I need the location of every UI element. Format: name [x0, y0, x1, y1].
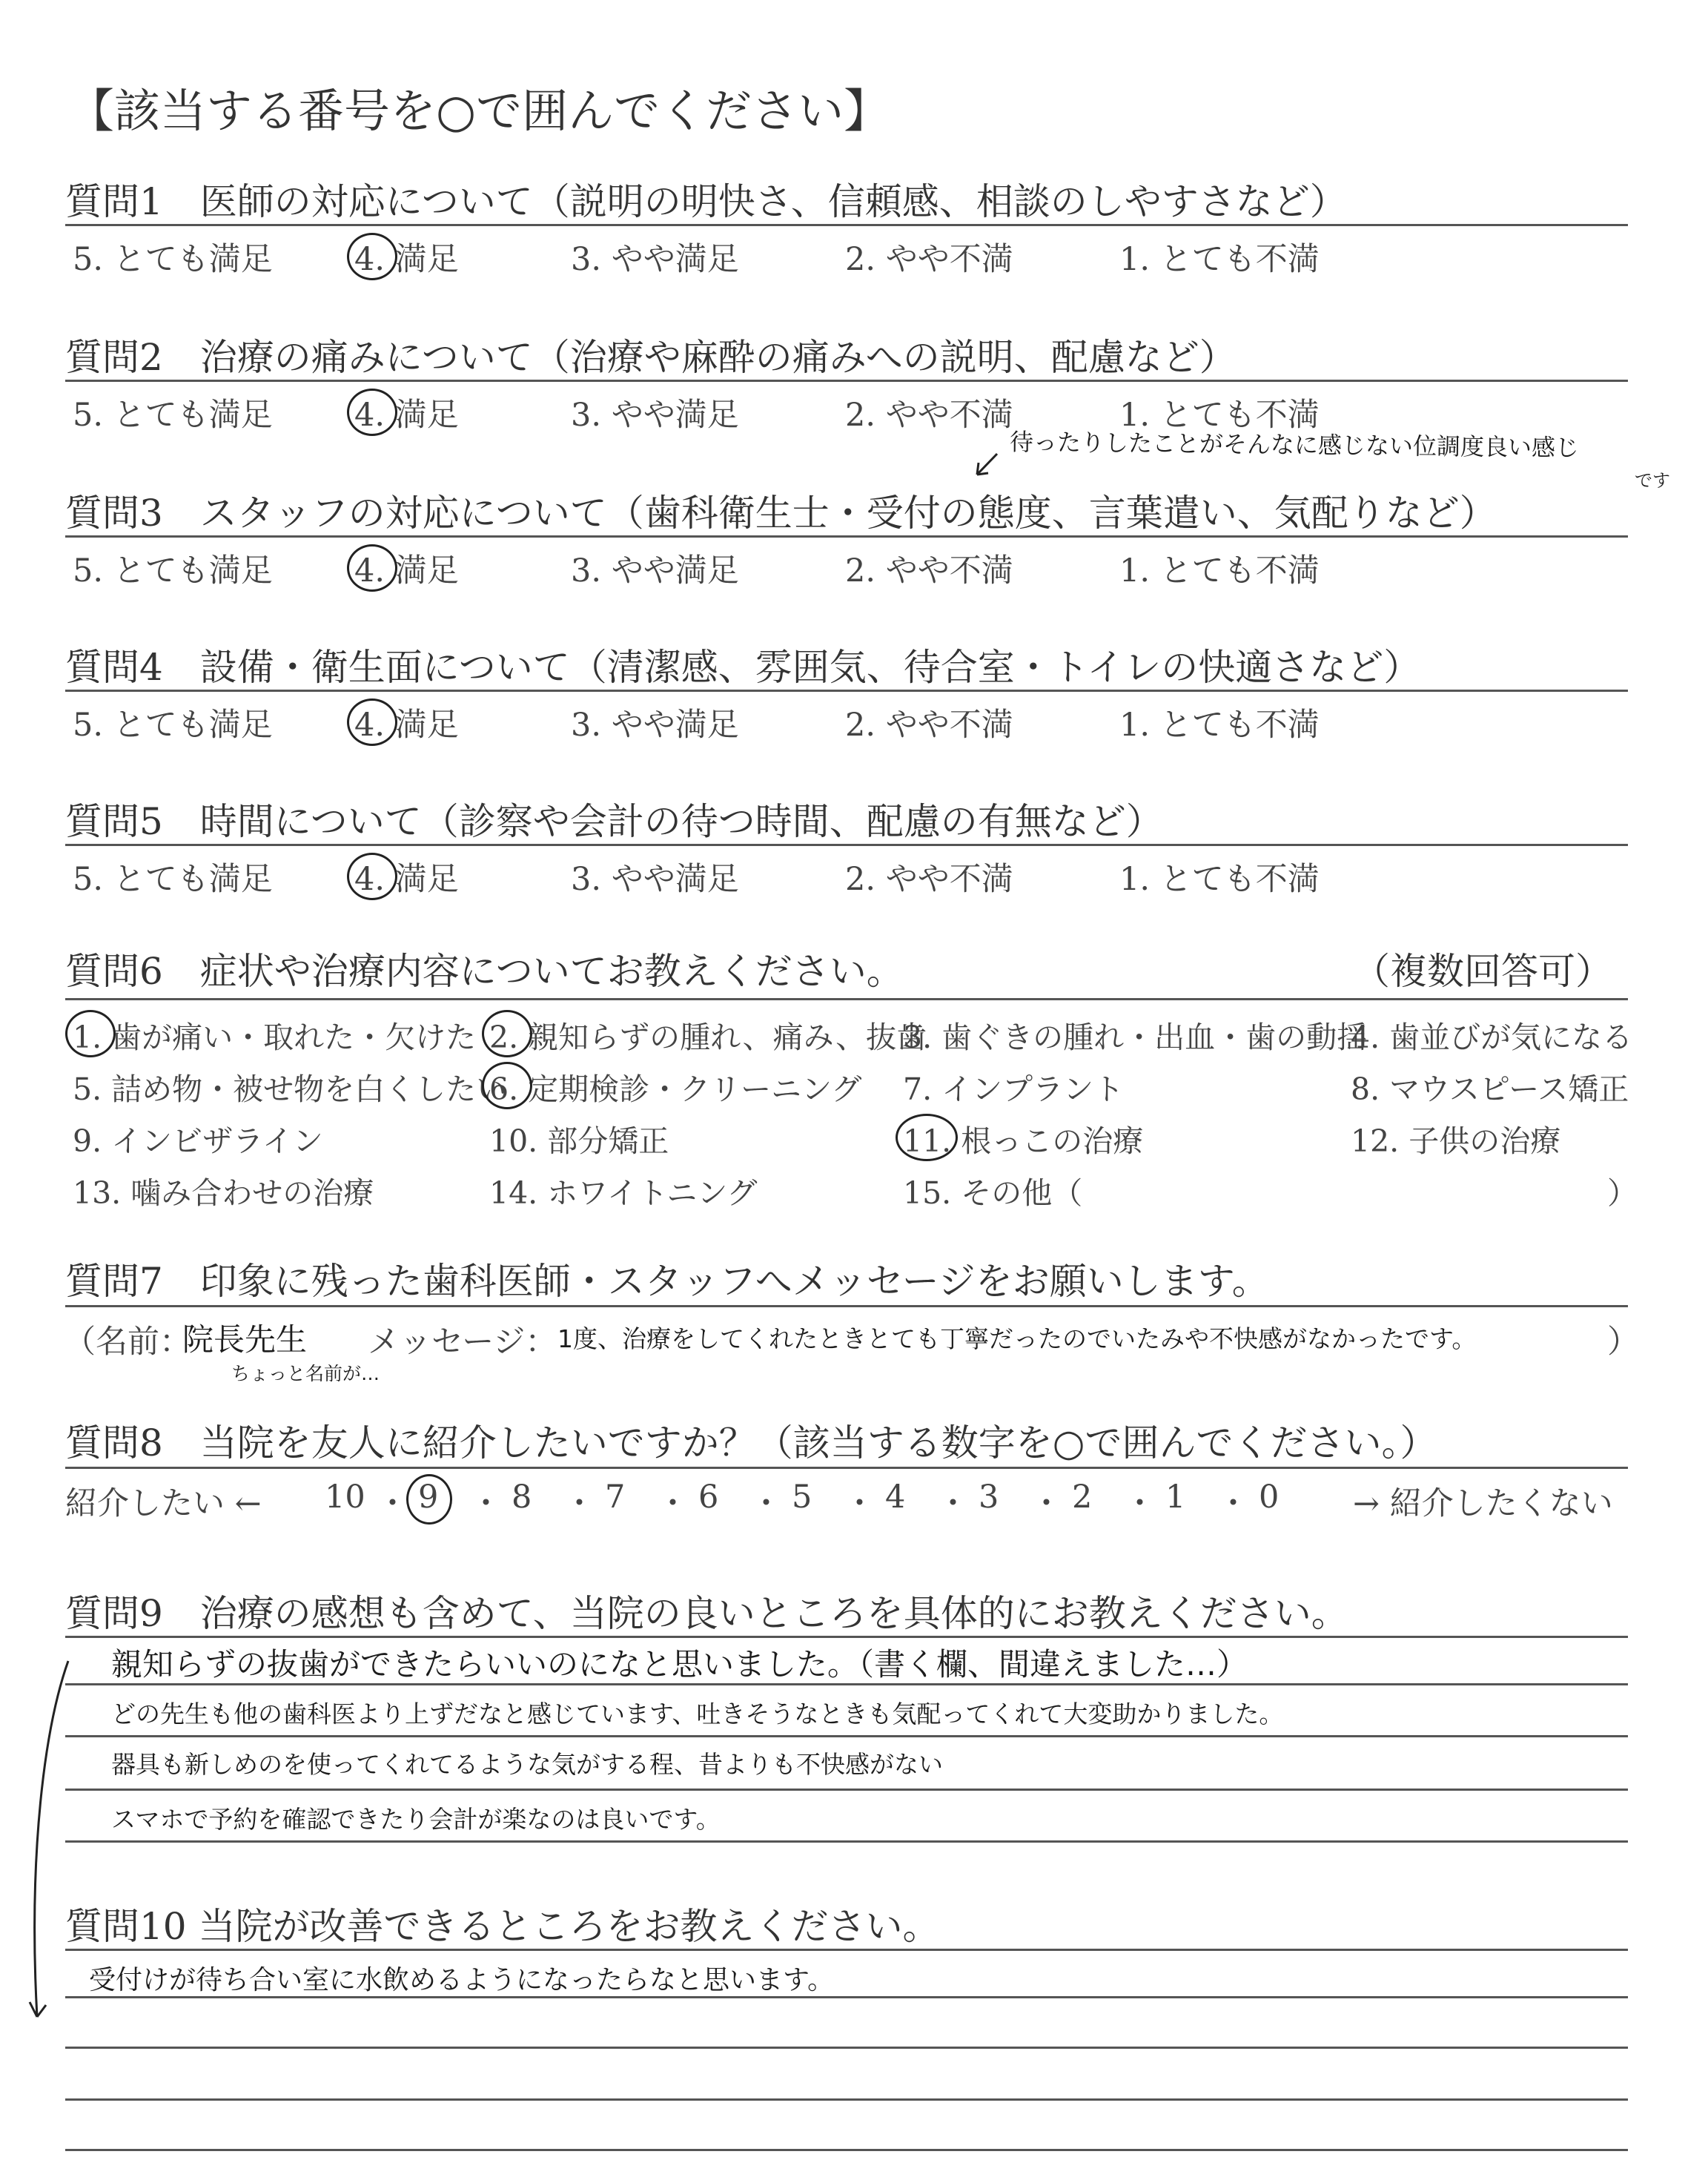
question-4-option-1[interactable]: 1. とても不満 [1119, 707, 1320, 744]
q6-option-3[interactable]: 3. 歯ぐきの腫れ・出血・歯の動揺 [903, 1020, 1368, 1055]
question-1-title: 質問1 医師の対応について（説明の明快さ、信頼感、相談のしやすさなど） [65, 180, 1347, 223]
q8-scale-5[interactable]: 5 [792, 1479, 812, 1516]
q6-title: 質問6 症状や治療内容についてお教えください。 [65, 950, 904, 993]
question-5-option-1[interactable]: 1. とても不満 [1119, 861, 1320, 898]
q6-option-4[interactable]: 4. 歯並びが気になる [1351, 1020, 1633, 1055]
question-4-title: 質問4 設備・衛生面について（清潔感、雰囲気、待合室・トイレの快適さなど） [65, 646, 1421, 689]
q8-scale-separator: ・ [563, 1485, 595, 1522]
q9-answer-line-3[interactable]: 器具も新しめのを使ってくれてるような気がする程、昔よりも不快感がない [111, 1750, 943, 1779]
q8-scale-separator: ・ [937, 1485, 969, 1522]
q8-left-label: 紹介したい ← [65, 1485, 262, 1522]
question-1-option-3[interactable]: 3. やや満足 [571, 241, 739, 278]
q8-scale-separator: ・ [844, 1485, 875, 1522]
question-5-title: 質問5 時間について（診察や会計の待つ時間、配慮の有無など） [65, 800, 1163, 843]
q8-scale-3[interactable]: 3 [979, 1479, 999, 1516]
q6-option-2[interactable]: 2. 親知らずの腫れ、痛み、抜歯 [489, 1020, 927, 1055]
q3-handwritten-note-cont: です [1635, 470, 1670, 491]
q7-name-note: ちょっと名前が… [231, 1363, 380, 1384]
question-2-title: 質問2 治療の痛みについて（治療や麻酔の痛みへの説明、配慮など） [65, 336, 1237, 379]
q6-option-1[interactable]: 1. 歯が痛い・取れた・欠けた [73, 1020, 477, 1055]
q6-option-12[interactable]: 12. 子供の治療 [1351, 1123, 1561, 1159]
question-5-option-5[interactable]: 5. とても満足 [73, 861, 273, 898]
q8-scale-9[interactable]: 9 [418, 1479, 439, 1516]
question-4-option-4[interactable]: 4. 満足 [354, 707, 459, 744]
q7-message-value[interactable]: 1度、治療をしてくれたときとても丁寧だったのでいたみや不快感がなかったです。 [557, 1324, 1477, 1353]
question-4-option-3[interactable]: 3. やや満足 [571, 707, 739, 744]
q8-scale-separator: ・ [657, 1485, 689, 1522]
q8-title: 質問8 当院を友人に紹介したいですか？（該当する数字を○で囲んでください。） [65, 1421, 1437, 1464]
question-4-option-5[interactable]: 5. とても満足 [73, 707, 273, 744]
question-5-option-2[interactable]: 2. やや不満 [845, 861, 1013, 898]
q8-scale-10[interactable]: 10 [325, 1479, 365, 1516]
question-1-option-2[interactable]: 2. やや不満 [845, 241, 1013, 278]
q7-message-label: メッセージ： [368, 1324, 557, 1361]
q6-option-5[interactable]: 5. 詰め物・被せ物を白くしたい [73, 1071, 507, 1107]
q7-name-label: （名前： [64, 1324, 191, 1361]
q8-scale-1[interactable]: 1 [1165, 1479, 1186, 1516]
q6-option-8[interactable]: 8. マウスピース矯正 [1351, 1071, 1629, 1107]
q10-title: 質問10 当院が改善できるところをお教えください。 [65, 1905, 940, 1948]
question-3-option-4[interactable]: 4. 満足 [354, 552, 459, 589]
question-2-option-1[interactable]: 1. とても不満 [1119, 397, 1320, 434]
question-1-option-5[interactable]: 5. とても満足 [73, 241, 273, 278]
q8-right-label: → 紹介したくない [1353, 1485, 1613, 1522]
q9-answer-line-2[interactable]: どの先生も他の歯科医より上ずだなと感じています、吐きそうなときも気配ってくれて大変助かりました。 [111, 1700, 1284, 1728]
q6-option-9[interactable]: 9. インビザライン [73, 1123, 323, 1159]
q6-other-close-paren[interactable]: ） [1607, 1175, 1638, 1211]
q6-option-13[interactable]: 13. 噛み合わせの治療 [73, 1175, 374, 1211]
question-2-option-5[interactable]: 5. とても満足 [73, 397, 273, 434]
q7-close-paren: ） [1607, 1324, 1639, 1361]
question-3-title: 質問3 スタッフの対応について（歯科衛生士・受付の態度、言葉遣い、気配りなど） [65, 492, 1497, 535]
q10-answer-line-1[interactable]: 受付けが待ち合い室に水飲めるようになったらなと思います。 [89, 1965, 835, 1995]
question-5-option-3[interactable]: 3. やや満足 [571, 861, 739, 898]
question-2-option-4[interactable]: 4. 満足 [354, 397, 459, 434]
q9-answer-line-4[interactable]: スマホで予約を確認できたり会計が楽なのは良いです。 [111, 1805, 721, 1834]
question-3-option-1[interactable]: 1. とても不満 [1119, 552, 1320, 589]
q8-scale-separator: ・ [750, 1485, 782, 1522]
question-2-option-2[interactable]: 2. やや不満 [845, 397, 1013, 434]
q8-scale-separator: ・ [377, 1485, 408, 1522]
q6-option-6[interactable]: 6. 定期検診・クリーニング [489, 1071, 862, 1107]
q6-option-15[interactable]: 15. その他（ [903, 1175, 1083, 1211]
question-1-option-1[interactable]: 1. とても不満 [1119, 241, 1320, 278]
q6-option-11[interactable]: 11. 根っこの治療 [903, 1123, 1144, 1159]
question-5-option-4[interactable]: 4. 満足 [354, 861, 459, 898]
question-2-option-3[interactable]: 3. やや満足 [571, 397, 739, 434]
q8-scale-6[interactable]: 6 [698, 1479, 719, 1516]
q8-scale-4[interactable]: 4 [885, 1479, 906, 1516]
q8-scale-8[interactable]: 8 [512, 1479, 532, 1516]
question-3-option-5[interactable]: 5. とても満足 [73, 552, 273, 589]
page-header: 【該当する番号を○で囲んでください】 [68, 84, 890, 138]
q6-note: （複数回答可） [1353, 950, 1612, 993]
question-1-option-4[interactable]: 4. 満足 [354, 241, 459, 278]
q8-scale-separator: ・ [470, 1485, 502, 1522]
q6-option-10[interactable]: 10. 部分矯正 [489, 1123, 669, 1159]
question-4-option-2[interactable]: 2. やや不満 [845, 707, 1013, 744]
q3-handwritten-note: 待ったりしたことがそんなに感じない位調度良い感じ [1009, 427, 1580, 463]
q9-answer-line-1[interactable]: 親知らずの抜歯ができたらいいのになと思いました。（書く欄、間違えました…） [111, 1646, 1248, 1682]
q8-scale-2[interactable]: 2 [1072, 1479, 1093, 1516]
q8-scale-separator: ・ [1217, 1485, 1249, 1522]
question-3-option-3[interactable]: 3. やや満足 [571, 552, 739, 589]
q8-scale-separator: ・ [1030, 1485, 1062, 1522]
q8-scale-separator: ・ [1124, 1485, 1156, 1522]
q8-scale-0[interactable]: 0 [1259, 1479, 1280, 1516]
q8-scale-7[interactable]: 7 [605, 1479, 626, 1516]
q6-option-14[interactable]: 14. ホワイトニング [489, 1175, 758, 1211]
q9-title: 質問9 治療の感想も含めて、当院の良いところを具体的にお教えください。 [65, 1592, 1348, 1635]
q7-name-value[interactable]: 院長先生 [182, 1321, 308, 1358]
q7-title: 質問7 印象に残った歯科医師・スタッフへメッセージをお願いします。 [65, 1260, 1269, 1303]
question-3-option-2[interactable]: 2. やや不満 [845, 552, 1013, 589]
q6-option-7[interactable]: 7. インプラント [903, 1071, 1125, 1107]
